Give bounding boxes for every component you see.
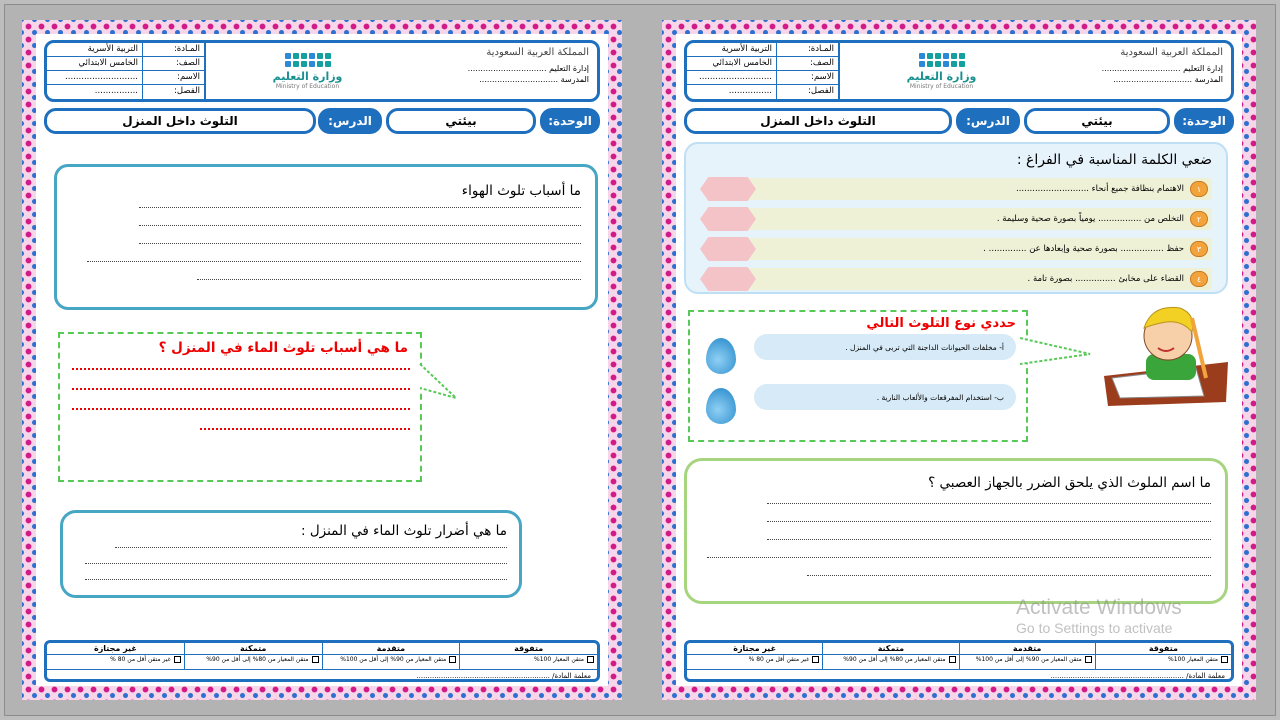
kingdom-block <box>409 43 597 99</box>
page-content <box>676 34 1242 686</box>
cleaning-image <box>700 177 756 201</box>
question-water-harms: ما هي أضرار تلوث الماء في المنزل : <box>301 523 507 539</box>
answer-line <box>767 539 1211 540</box>
pollution-type-title: حددي نوع التلوث التالي <box>866 316 1016 331</box>
checkbox[interactable] <box>949 656 956 663</box>
name-value: ........................... <box>687 71 776 85</box>
answer-line <box>85 579 507 580</box>
answer-line <box>200 428 410 430</box>
water-drop-icon <box>706 338 736 374</box>
house-image <box>700 237 756 261</box>
admin-dots: ............................... <box>1101 64 1181 73</box>
checkbox[interactable] <box>1085 656 1092 663</box>
question-box-nervous-system <box>684 458 1228 604</box>
checkbox[interactable] <box>174 656 181 663</box>
checkbox[interactable] <box>1221 656 1228 663</box>
fill-item: ٢ التخلص من ................ يومياً بصورة صحية وسليمة . <box>712 208 1212 230</box>
ministry-logo: وزارة التعليم Ministry of Education <box>839 43 1043 99</box>
pollution-type-section <box>688 310 1028 442</box>
rubric-level: متقدمة متقن المعيار من 90% إلى أقل من 100% <box>959 643 1095 669</box>
checkbox[interactable] <box>587 656 594 663</box>
answer-line <box>115 547 507 548</box>
waste-image <box>700 207 756 231</box>
school-dots: ............................... <box>479 75 559 84</box>
ministry-logo-icon <box>285 53 331 67</box>
header-table <box>684 40 1234 102</box>
school-label: المدرسة <box>560 75 589 84</box>
lesson-value: التلوث داخل المنزل <box>684 108 952 134</box>
pollution-item-a: أ- مخلفات الحيوانات الداجنة التي تربى في المنزل . <box>754 334 1016 360</box>
answer-line <box>767 503 1211 504</box>
admin-label: إدارة التعليم <box>1183 64 1223 73</box>
rubric-level: متمكنة متقن المعيار من 80% إلى أقل من 90% <box>822 643 958 669</box>
question-box-water-harms <box>60 510 522 598</box>
answer-line <box>139 207 581 208</box>
school-dots: ............................... <box>1113 75 1193 84</box>
fill-item: ٣ حفظ ................ بصورة صحية وإبعادها عن .............. . <box>712 238 1212 260</box>
answer-line <box>139 225 581 226</box>
grade-value: الخامس الابتدائي <box>687 57 776 71</box>
student-info-fields: المـادة: التربية الأسرية الصف: الخامس الابتدائي الاسم: ........................... الفصل: ................ <box>687 43 839 99</box>
admin-label: إدارة التعليم <box>549 64 589 73</box>
unit-value: بيئتي <box>386 108 536 134</box>
assessment-rubric <box>684 640 1234 682</box>
answer-line <box>139 243 581 244</box>
activate-windows-watermark: Activate Windows Go to Settings to activate <box>1016 596 1182 636</box>
header-table <box>44 40 600 102</box>
student-info-fields: المـادة: التربية الأسرية الصف: الخامس الابتدائي الاسم: ........................... الفصل: ................ <box>47 43 205 99</box>
checkbox[interactable] <box>812 656 819 663</box>
fill-in-blank-title: ضعي الكلمة المناسبة في الفراغ : <box>1016 152 1212 168</box>
pollution-item-b: ب- استخدام المفرقعات والألعاب النارية . <box>754 384 1016 410</box>
unit-label: الوحدة: <box>1174 108 1234 134</box>
class-value: ................ <box>94 86 138 96</box>
water-drop-icon <box>706 388 736 424</box>
kingdom-calligraphy: المملكة العربية السعودية <box>486 47 589 58</box>
rubric-level: غير مجتازة غير متقن أقل من 80 % <box>687 643 822 669</box>
kingdom-calligraphy: المملكة العربية السعودية <box>1120 47 1223 58</box>
fill-in-blank-section <box>684 142 1228 294</box>
subject-value: التربية الأسرية <box>687 43 776 57</box>
food-basket-image <box>700 267 756 291</box>
question-box-water-causes <box>58 332 422 482</box>
speech-pointer <box>1020 334 1092 374</box>
kingdom-block <box>1043 43 1231 99</box>
rubric-level: متقدمة متقن المعيار من 90% إلى أقل من 100% <box>322 643 460 669</box>
class-value: ................ <box>728 86 772 96</box>
teacher-signature: معلمة المادة/ ............................................................ <box>47 669 597 682</box>
answer-line <box>87 261 581 262</box>
lesson-label: الدرس: <box>956 108 1020 134</box>
worksheet-page-left <box>22 20 622 700</box>
unit-value: بيئتي <box>1024 108 1170 134</box>
subject-value: التربية الأسرية <box>47 43 142 57</box>
name-value: ........................... <box>47 71 142 85</box>
answer-line <box>767 521 1211 522</box>
answer-line <box>72 368 410 370</box>
rubric-level: غير مجتازة غير متقن أقل من 80 % <box>47 643 184 669</box>
rubric-level: متمكنة متقن المعيار من 80% إلى أقل من 90% <box>184 643 322 669</box>
lesson-label: الدرس: <box>318 108 382 134</box>
school-label: المدرسة <box>1194 75 1223 84</box>
rubric-level: متفوقة متقن المعيار 100% <box>459 643 597 669</box>
grade-value: الخامس الابتدائي <box>47 57 142 71</box>
student-writing-illustration <box>1096 298 1232 410</box>
page-content <box>36 34 608 686</box>
speech-pointer <box>418 354 458 404</box>
admin-dots: ............................... <box>467 64 547 73</box>
assessment-rubric <box>44 640 600 682</box>
ministry-logo-icon <box>919 53 965 67</box>
answer-line <box>807 575 1211 576</box>
answer-line <box>72 408 410 410</box>
question-air-pollution: ما أسباب تلوث الهواء <box>461 183 581 199</box>
checkbox[interactable] <box>449 656 456 663</box>
question-nervous-system: ما اسم الملوث الذي يلحق الضرر بالجهاز العصبي ؟ <box>928 475 1211 491</box>
answer-line <box>707 557 1211 558</box>
fill-item: ٤ القضاء على مخابئ ............... بصورة تامة . <box>712 268 1212 290</box>
checkbox[interactable] <box>312 656 319 663</box>
lesson-value: التلوث داخل المنزل <box>44 108 316 134</box>
answer-line <box>85 563 507 564</box>
rubric-level: متفوقة متقن المعيار 100% <box>1095 643 1231 669</box>
unit-label: الوحدة: <box>540 108 600 134</box>
question-water-causes: ما هي أسباب تلوث الماء في المنزل ؟ <box>158 340 408 356</box>
answer-line <box>72 388 410 390</box>
teacher-signature: معلمة المادة/ ............................................................ <box>687 669 1231 682</box>
answer-line <box>197 279 581 280</box>
question-box-air-pollution <box>54 164 598 310</box>
ministry-logo: وزارة التعليم Ministry of Education <box>205 43 409 99</box>
fill-item: ١ الاهتمام بنظافة جميع أنحاء ........................... <box>712 178 1212 200</box>
